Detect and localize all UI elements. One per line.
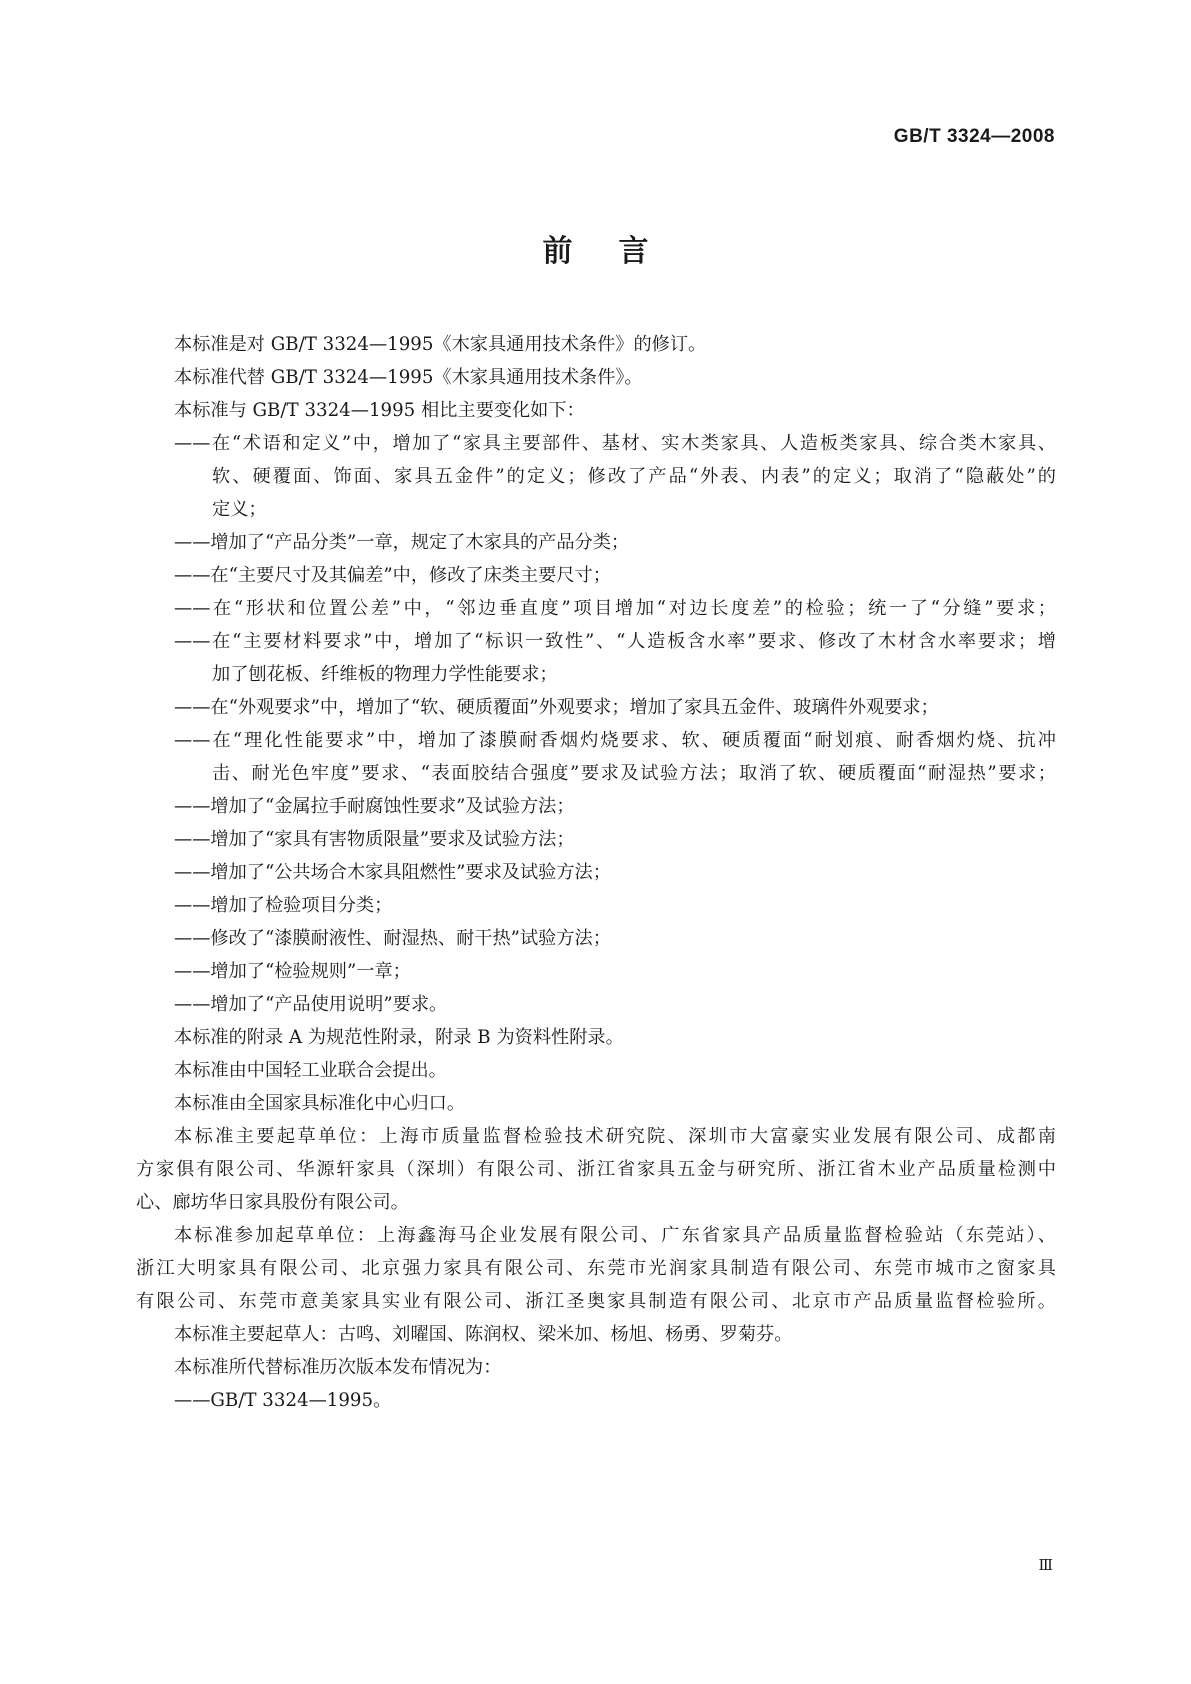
- change-item-line: ——增加了“金属拉手耐腐蚀性要求”及试验方法；: [174, 796, 575, 817]
- paragraph-line: 本标准主要起草单位：上海市质量监督检验技术研究院、深圳市大富豪实业发展有限公司、成都南: [174, 1126, 1056, 1147]
- paragraph-line: 方家俱有限公司、华源轩家具（深圳）有限公司、浙江省家具五金与研究所、浙江省木业产品质量检测中: [136, 1159, 1056, 1180]
- change-item-line: ——增加了“产品使用说明”要求。: [174, 994, 448, 1015]
- paragraph-line: 有限公司、东莞市意美家具实业有限公司、浙江圣奥家具制造有限公司、北京市产品质量监督检验所。: [136, 1291, 1056, 1312]
- change-item-line: ——在“理化性能要求”中，增加了漆膜耐香烟灼烧要求、软、硬质覆面“耐划痕、耐香烟灼烧、抗冲: [174, 730, 1056, 751]
- change-item-line: 加了刨花板、纤维板的物理力学性能要求；: [212, 664, 558, 685]
- paragraph-line: 本标准所代替标准历次版本发布情况为：: [174, 1357, 502, 1378]
- standard-number: GB/T 3324—2008: [893, 126, 1055, 147]
- change-item-line: ——增加了“家具有害物质限量”要求及试验方法；: [174, 829, 575, 850]
- paragraph-line: 本标准主要起草人：古鸣、刘曜国、陈润权、梁米加、杨旭、杨勇、罗菊芬。: [174, 1324, 793, 1345]
- paragraph-line: 本标准代替 GB/T 3324—1995《木家具通用技术条件》。: [174, 367, 643, 388]
- paragraph-line: 本标准是对 GB/T 3324—1995《木家具通用技术条件》的修订。: [174, 334, 707, 355]
- page-number: Ⅲ: [1038, 1556, 1053, 1574]
- change-item-line: ——在“外观要求”中，增加了“软、硬质覆面”外观要求；增加了家具五金件、玻璃件外观要求；: [174, 697, 939, 718]
- paragraph-line: 本标准的附录 A 为规范性附录，附录 B 为资料性附录。: [174, 1027, 624, 1048]
- paragraph-line: 心、廊坊华日家具股份有限公司。: [136, 1192, 409, 1213]
- change-item-line: ——在“形状和位置公差”中，“邻边垂直度”项目增加“对边长度差”的检验；统一了“分缝”要求；: [174, 598, 1056, 619]
- page-title: 前言: [542, 234, 695, 269]
- change-item-line: ——GB/T 3324—1995。: [174, 1390, 392, 1411]
- change-item-line: ——增加了“检验规则”一章；: [174, 961, 411, 982]
- paragraph-line: 本标准与 GB/T 3324—1995 相比主要变化如下：: [174, 400, 585, 421]
- paragraph-line: 本标准由全国家具标准化中心归口。: [174, 1093, 466, 1114]
- paragraph-line: 浙江大明家具有限公司、北京强力家具有限公司、东莞市光润家具制造有限公司、东莞市城市之窗家具: [136, 1258, 1056, 1279]
- change-item-line: ——在“主要尺寸及其偏差”中，修改了床类主要尺寸；: [174, 565, 611, 586]
- change-item-line: ——修改了“漆膜耐液性、耐湿热、耐干热”试验方法；: [174, 928, 611, 949]
- change-item-line: ——增加了检验项目分类；: [174, 895, 393, 916]
- change-item-line: 定义；: [212, 499, 267, 520]
- foreword-body: [136, 328, 1056, 1417]
- change-item-line: 软、硬覆面、饰面、家具五金件”的定义；修改了产品“外表、内表”的定义；取消了“隐蔽处”的: [212, 466, 1056, 487]
- change-item-line: ——增加了“产品分类”一章，规定了木家具的产品分类；: [174, 532, 630, 553]
- paragraph-line: 本标准参加起草单位：上海鑫海马企业发展有限公司、广东省家具产品质量监督检验站（东莞站）、: [174, 1225, 1056, 1246]
- change-item-line: ——在“主要材料要求”中，增加了“标识一致性”、“人造板含水率”要求、修改了木材含水率要求；增: [174, 631, 1056, 652]
- change-item-line: 击、耐光色牢度”要求、“表面胶结合强度”要求及试验方法；取消了软、硬质覆面“耐湿热”要求；: [212, 763, 1056, 784]
- change-item-line: ——在“术语和定义”中，增加了“家具主要部件、基材、实木类家具、人造板类家具、综合类木家具、: [174, 433, 1056, 454]
- paragraph-line: 本标准由中国轻工业联合会提出。: [174, 1060, 447, 1081]
- change-item-line: ——增加了“公共场合木家具阻燃性”要求及试验方法；: [174, 862, 611, 883]
